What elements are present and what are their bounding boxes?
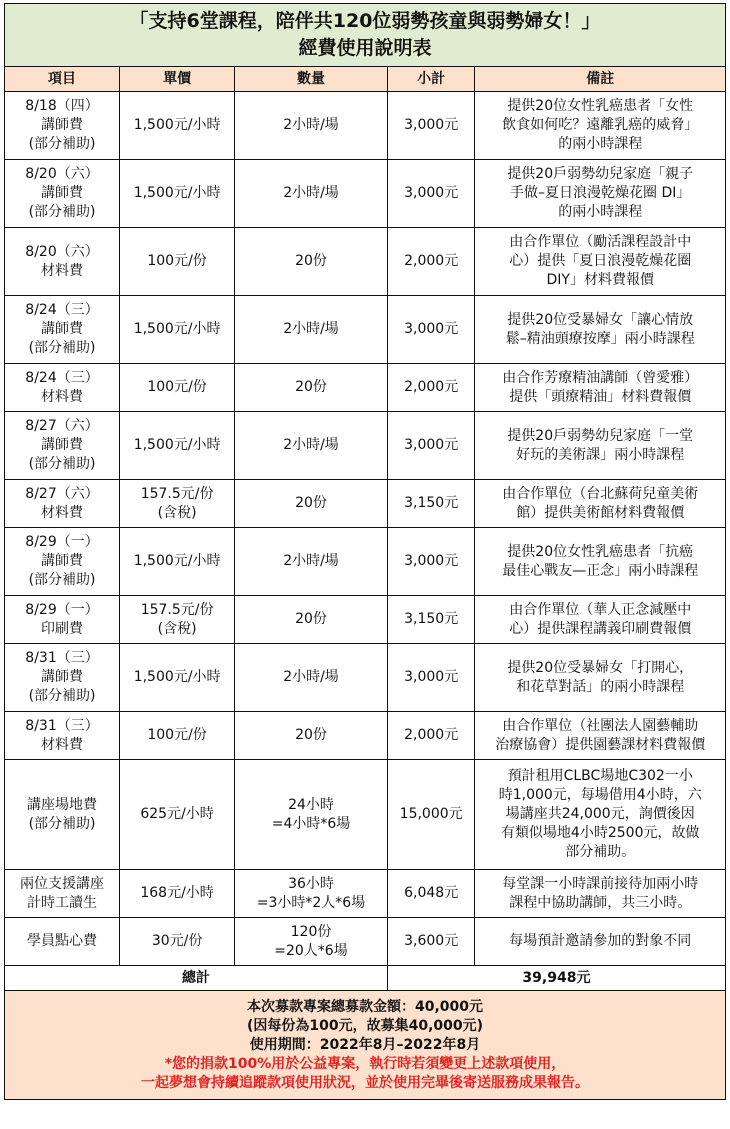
cell-item: 學員點心費 (5, 918, 120, 966)
title-line-2: 經費使用說明表 (298, 37, 432, 59)
table-row (5, 228, 726, 296)
cell-item: 8/20（六） 講師費 (部分補助) (5, 160, 120, 228)
cell-price: 100元/份 (120, 364, 235, 412)
cell-note: 提供20戶弱勢幼兒家庭「一堂 好玩的美術課」兩小時課程 (475, 412, 726, 480)
title-line-1: 「支持6堂課程，陪伴共120位弱勢孩童與弱勢婦女！」 (129, 10, 601, 32)
cell-subtotal: 3,600元 (387, 918, 475, 966)
cell-price: 1,500元/小時 (120, 644, 235, 712)
table-row (5, 92, 726, 160)
cell-note: 由合作芳療精油講師（曾愛雅） 提供「頭療精油」材料費報價 (475, 364, 726, 412)
cell-price: 30元/份 (120, 918, 235, 966)
cell-note: 提供20位女性乳癌患者「抗癌 最佳心戰友—正念」兩小時課程 (475, 528, 726, 596)
cell-price: 168元/小時 (120, 870, 235, 918)
table-title (5, 4, 726, 67)
cell-note: 提供20位受暴婦女「讓心情放 鬆–精油頭療按摩」兩小時課程 (475, 296, 726, 364)
table-row (5, 596, 726, 644)
cell-qty: 20份 (235, 228, 388, 296)
cell-subtotal: 3,000元 (387, 92, 475, 160)
table-row (5, 870, 726, 918)
cell-qty: 20份 (235, 712, 388, 760)
cell-qty: 20份 (235, 364, 388, 412)
cell-qty: 2小時/場 (235, 160, 388, 228)
cell-subtotal: 3,000元 (387, 160, 475, 228)
total-value: 39,948元 (387, 966, 725, 991)
cell-qty: 2小時/場 (235, 296, 388, 364)
rows-body (5, 92, 726, 966)
cell-price: 1,500元/小時 (120, 92, 235, 160)
cell-subtotal: 3,000元 (387, 296, 475, 364)
header-note: 備註 (475, 67, 726, 92)
cell-note: 提供20位女性乳癌患者「女性 飲食如何吃？遠離乳癌的威脅」 的兩小時課程 (475, 92, 726, 160)
cell-note: 由合作單位（勵活課程設計中 心）提供「夏日浪漫乾燥花圈 DIY」材料費報價 (475, 228, 726, 296)
cell-subtotal: 2,000元 (387, 228, 475, 296)
table-row (5, 712, 726, 760)
header-qty: 數量 (235, 67, 388, 92)
cell-qty: 24小時 =4小時*6場 (235, 760, 388, 870)
cell-note: 預計租用CLBC場地C302一小 時1,000元，每場借用4小時，六 場講座共24,000元，詢價後因 有類似場地4小時2500元，故做 部分補助。 (475, 760, 726, 870)
footer-line-1: 本次募款專案總募款金額：40,000元 (246, 998, 484, 1015)
cell-price: 100元/份 (120, 712, 235, 760)
cell-qty: 20份 (235, 596, 388, 644)
cell-qty: 2小時/場 (235, 92, 388, 160)
table-row (5, 760, 726, 870)
cell-qty: 120份 =20人*6場 (235, 918, 388, 966)
table-row (5, 412, 726, 480)
footer-note (5, 991, 726, 1100)
cell-item: 8/29（一） 印刷費 (5, 596, 120, 644)
cell-subtotal: 2,000元 (387, 712, 475, 760)
cell-item: 8/27（六） 材料費 (5, 480, 120, 528)
footer-warning-1: *您的捐款100%用於公益專案，執行時若須變更上述款項使用， (164, 1055, 566, 1072)
cell-subtotal: 6,048元 (387, 870, 475, 918)
cell-subtotal: 2,000元 (387, 364, 475, 412)
cell-subtotal: 3,150元 (387, 596, 475, 644)
cell-price: 625元/小時 (120, 760, 235, 870)
cell-subtotal: 3,150元 (387, 480, 475, 528)
table-row (5, 296, 726, 364)
cell-qty: 36小時 =3小時*2人*6場 (235, 870, 388, 918)
budget-sheet (4, 3, 726, 1100)
total-row (5, 966, 726, 991)
table-row (5, 480, 726, 528)
cell-price: 100元/份 (120, 228, 235, 296)
cell-note: 提供20戶弱勢幼兒家庭「親子 手做–夏日浪漫乾燥花圈 DI」 的兩小時課程 (475, 160, 726, 228)
cell-item: 8/24（三） 材料費 (5, 364, 120, 412)
cell-qty: 2小時/場 (235, 644, 388, 712)
cell-price: 1,500元/小時 (120, 296, 235, 364)
header-subtotal: 小計 (387, 67, 475, 92)
cell-price: 1,500元/小時 (120, 160, 235, 228)
budget-table (4, 3, 726, 1100)
cell-note: 由合作單位（華人正念減壓中 心）提供課程講義印刷費報價 (475, 596, 726, 644)
cell-subtotal: 3,000元 (387, 412, 475, 480)
cell-subtotal: 3,000元 (387, 644, 475, 712)
cell-price: 157.5元/份 (含稅) (120, 480, 235, 528)
cell-qty: 20份 (235, 480, 388, 528)
cell-qty: 2小時/場 (235, 528, 388, 596)
cell-price: 1,500元/小時 (120, 412, 235, 480)
table-row (5, 918, 726, 966)
header-item: 項目 (5, 67, 120, 92)
total-label: 總計 (5, 966, 388, 991)
cell-qty: 2小時/場 (235, 412, 388, 480)
footer-line-3: 使用期間：2022年8月–2022年8月 (249, 1036, 481, 1053)
cell-item: 8/27（六） 講師費 (部分補助) (5, 412, 120, 480)
cell-note: 提供20位受暴婦女「打開心， 和花草對話」的兩小時課程 (475, 644, 726, 712)
cell-note: 由合作單位（社團法人園藝輔助 治療協會）提供園藝課材料費報價 (475, 712, 726, 760)
table-row (5, 644, 726, 712)
header-price: 單價 (120, 67, 235, 92)
cell-item: 8/20（六） 材料費 (5, 228, 120, 296)
cell-price: 1,500元/小時 (120, 528, 235, 596)
table-row (5, 364, 726, 412)
footer-line-2: (因每份為100元，故募集40,000元) (246, 1017, 484, 1034)
cell-note: 由合作單位（台北蘇荷兒童美術 館）提供美術館材料費報價 (475, 480, 726, 528)
cell-item: 8/24（三） 講師費 (部分補助) (5, 296, 120, 364)
cell-item: 兩位支援講座 計時工讀生 (5, 870, 120, 918)
cell-item: 8/29（一） 講師費 (部分補助) (5, 528, 120, 596)
cell-item: 8/31（三） 材料費 (5, 712, 120, 760)
cell-subtotal: 15,000元 (387, 760, 475, 870)
cell-price: 157.5元/份 (含稅) (120, 596, 235, 644)
footer-warning-2: 一起夢想會持續追蹤款項使用狀況，並於使用完畢後寄送服務成果報告。 (141, 1074, 589, 1091)
header-row (5, 67, 726, 92)
table-row (5, 528, 726, 596)
table-row (5, 160, 726, 228)
cell-item: 8/18（四） 講師費 (部分補助) (5, 92, 120, 160)
cell-item: 8/31（三） 講師費 (部分補助) (5, 644, 120, 712)
cell-item: 講座場地費 (部分補助) (5, 760, 120, 870)
cell-note: 每場預計邀請參加的對象不同 (475, 918, 726, 966)
cell-note: 每堂課一小時課前接待加兩小時 課程中協助講師，共三小時。 (475, 870, 726, 918)
cell-subtotal: 3,000元 (387, 528, 475, 596)
